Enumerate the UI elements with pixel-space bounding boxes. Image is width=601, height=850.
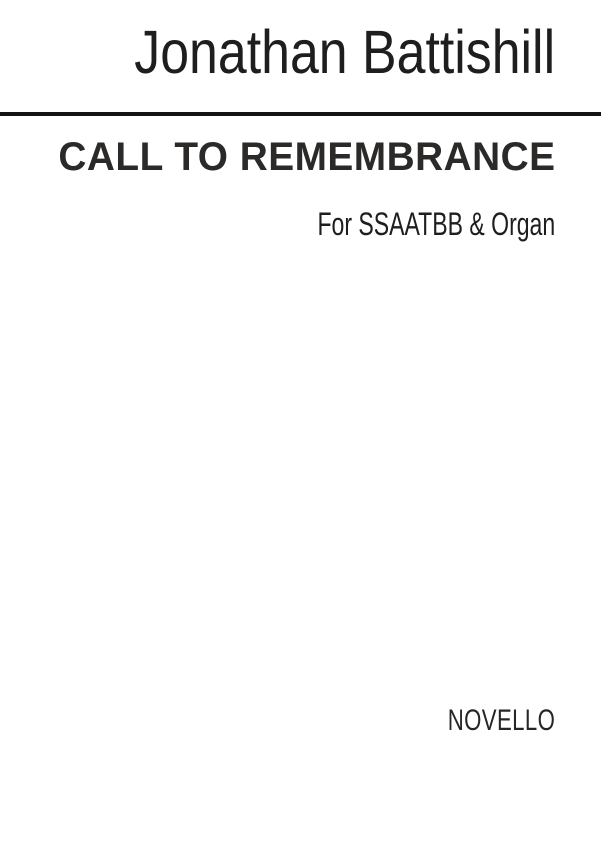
composer-name: Jonathan Battishill — [134, 18, 555, 86]
publisher-imprint: NOVELLO — [447, 704, 555, 737]
scoring-subtitle: For SSAATBB & Organ — [317, 206, 555, 242]
divider-rule — [0, 112, 601, 116]
work-title: CALL TO REMEMBRANCE — [57, 135, 555, 179]
